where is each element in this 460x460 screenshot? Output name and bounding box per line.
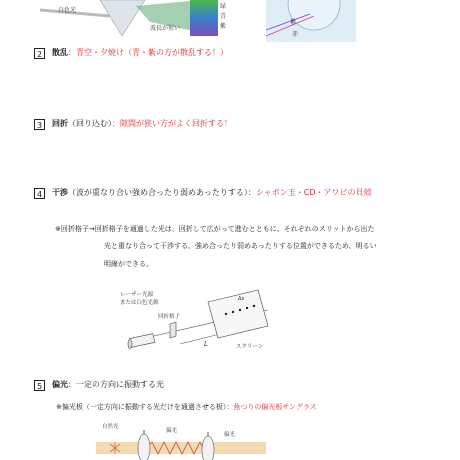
distance-label: L xyxy=(204,340,208,348)
interference-note-line-1: ※回折格子→回折格子を通過した光は、回折して広がって進むとともに、それぞれのスリットから出た xyxy=(55,225,375,233)
polarizer-note-text: ※偏光板（一定方向に振動する光だけを通過させる板）： xyxy=(56,403,234,411)
light-source xyxy=(129,334,154,348)
spectrum-violet-label: 紫 xyxy=(220,23,227,30)
section-5-line xyxy=(52,380,164,390)
diffraction-content: ：隙間が狭い方がよく回折する！ xyxy=(112,119,232,128)
spacing-label: Δx xyxy=(238,296,245,302)
polarization-figure xyxy=(96,416,266,460)
violet-label: 紫 xyxy=(290,19,297,26)
polarization-title: 偏光 xyxy=(52,380,68,389)
polarization-subtitle: ：一定の方向に振動する光 xyxy=(68,380,164,389)
red-label: 赤 xyxy=(292,31,299,38)
diffraction-title: 回折 xyxy=(52,119,68,128)
screen-label: スクリーン xyxy=(236,344,264,350)
prism xyxy=(100,0,145,36)
grating xyxy=(170,322,176,338)
scattering-title: 散乱 xyxy=(52,48,68,57)
section-number-4: 4 xyxy=(34,188,45,199)
scattering-content: ：青空・夕焼け（青・紫の方が散乱する！） xyxy=(68,48,228,57)
short-wavelength-label: 波長が短い xyxy=(150,25,181,32)
polarized-label-2: 偏光 xyxy=(224,432,236,438)
source-label-1: レーザー光源 xyxy=(120,292,154,298)
interference-content: シャボン玉・CD・アワビの貝殻 xyxy=(255,188,372,197)
section-2-line xyxy=(52,48,228,58)
spectrum-blue-label: 青 xyxy=(220,13,227,20)
interference-title: 干渉 xyxy=(52,188,68,197)
grating-label: 回折格子 xyxy=(158,314,181,320)
dispersion-figure xyxy=(40,0,230,42)
section-4-line xyxy=(52,188,372,198)
source-label-2: または白色光源 xyxy=(120,300,159,306)
natural-light-label: 自然光 xyxy=(102,424,119,430)
diffraction-grating-figure xyxy=(118,282,288,362)
diffraction-subtitle: （回り込む） xyxy=(68,119,112,128)
polarizer-2 xyxy=(202,436,214,460)
interference-subtitle: （波が重なり合い強め合ったり弱めあったりする）： xyxy=(68,188,256,197)
section-3-line xyxy=(52,119,232,129)
section-number-2: 2 xyxy=(34,48,45,59)
polarizer-note-content: 魚つりの偏光板サングラス xyxy=(233,403,317,411)
polarized-label-1: 偏光 xyxy=(166,428,178,434)
section-number-3: 3 xyxy=(34,119,45,130)
interference-note-line-2: 光と重なり合って干渉する。強め合ったり弱めあったりする位置ができるため、明るい xyxy=(104,242,377,250)
spectrum-green-label: 緑 xyxy=(220,3,227,10)
white-light-label: 白色光 xyxy=(58,7,77,14)
rainbow-drop-figure xyxy=(266,0,356,42)
interference-note-line-3: 明線ができる。 xyxy=(104,260,153,268)
polarizer-note-line xyxy=(56,402,317,412)
polarizer-1 xyxy=(138,434,150,460)
section-number-5: 5 xyxy=(34,380,45,391)
